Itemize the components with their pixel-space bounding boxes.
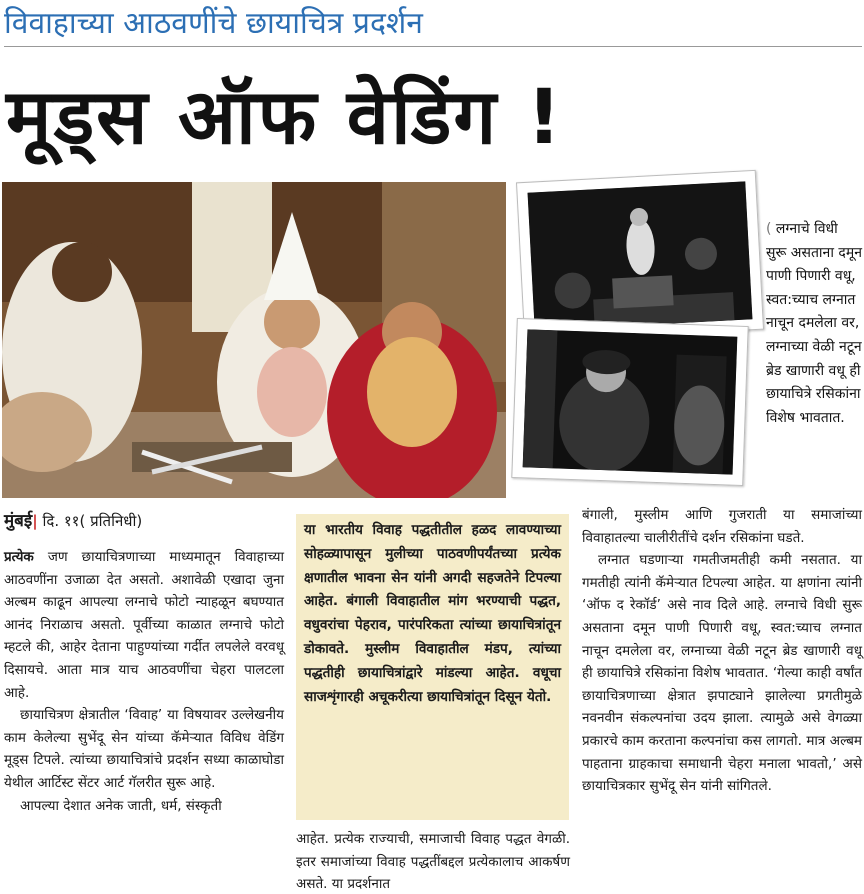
dateline-city: मुंबई (4, 511, 33, 531)
dancing-groom-photo (516, 170, 764, 342)
dateline: मुंबई| दि. ११( प्रतिनिधी) (4, 511, 143, 531)
paragraph: छायाचित्रण क्षेत्रातील ‘विवाह’ या विषयावर उल्लेखनीय काम केलेल्या सुभेंदू सेन यांच्या कॅमेऱ्यात विविध वेडिंग मूड्स टिपले. त्यांच्या छायाचित्रांचे प्रदर्शन सध्या काळाघोडा येथील आर्टिस्ट सेंटर आर्ट गॅलरीत सुरू आहे. (4, 707, 284, 791)
bride-eating-photo (511, 318, 748, 486)
lead-word: प्रत्येक (4, 549, 34, 565)
photo-caption: ( लग्नाचे विधी सुरू असताना दमून पाणी पिणारी वधू, स्वत:च्याच लग्नात नाचून दमलेला वर, लग्नाच्या वेळी नटून ब्रेड खाणारी वधू ही छायाचित्रे रसिकांना विशेष भावतात. (766, 221, 862, 426)
kicker: विवाहाच्या आठवणींचे छायाचित्र प्रदर्शन (4, 6, 423, 41)
paragraph: लग्नात घडणाऱ्या गमतीजमतीही कमी नसतात. या गमतीही त्यांनी कॅमेऱ्यात टिपल्या आहेत. या क्षणांना त्यांनी ‘ऑफ द रेकॉर्ड’ असे नाव दिले आहे. लग्नाचे विधी सुरू असताना दमून पाणी पिणारी वधू, स्वत:च्याच लग्नात नाचून दमलेला वर, लग्नाच्या वेळी नटून ब्रेड खाणारी वधू ही छायाचित्रे रसिकांना विशेष भावतात. ‘गेल्या काही वर्षांत छायाचित्रणाच्या क्षेत्रात झपाट्याने झालेल्या प्रगतीमुळे नवनवीन संकल्पनांचा उदय झाला. त्यामुळे असे वेगळ्या प्रकारचे काम करताना कल्पनांचा कस लागतो. मात्र अल्बम पाहताना ग्राहकाचा समाधानी चेहरा मनाला भावतो,’ असे छायाचित्रकार सुभेंदू सेन यांनी सांगितले. (582, 552, 862, 795)
column-3 (582, 504, 862, 798)
pull-quote-box: या भारतीय विवाह पद्धतीतील हळद लावण्याच्या सोहळ्यापासून मुलीच्या पाठवणीपर्यंतच्या प्रत्येक क्षणातील भावना सेन यांनी अगदी सहजतेने टिपल्या आहेत. बंगाली विवाहातील मांग भरण्याची पद्धत, वधुवरांचा पेहराव, पारंपरिकता त्यांच्या छायाचित्रांतून डोकावते. मुस्लीम विवाहातील मंडप, त्यांच्या पद्धतीही छायाचित्रांद्वारे मांडल्या आहेत. वधूचा साजशृंगारही अचूकरीत्या छायाचित्रांतून दिसून येतो. (296, 514, 569, 820)
column-1: प्रत्येक जण छायाचित्रणाच्या माध्यमातून विवाहाच्या आठवणींना उजाळा देत असतो. अशावेळी एखादा जुना अल्बम काढून आपल्या लग्नाचे फोटो न्याहळून बघण्यात आनंद निराळाच असतो. पूर्वीच्या काळात लग्नाचे फोटो म्हटले की, आहेर देताना पाहुण्यांच्या गर्दीत लपलेले वरवधू दिसायचे. आता मात्र याच आठवणींचा चेहरा पालटला आहे. छायाचित्रण क्षेत्रातील ‘विवाह’ या विषयावर उल्लेखनीय काम केलेल्या सुभेंदू सेन यांच्या कॅमेऱ्यात विविध वेडिंग मूड्स टिपले. त्यांच्या छायाचित्रांचे प्रदर्शन सध्या काळाघोडा येथील आर्टिस्ट सेंटर आर्ट गॅलरीत सुरू आहे. आपल्या देशात अनेक जाती, धर्म, संस्कृती (4, 546, 284, 817)
column-2-bottom: आहेत. प्रत्येक राज्याची, समाजाची विवाह पद्धत वेगळी. इतर समाजांच्या विवाह पद्धतींबद्दल प्रत्येकालाच आकर्षण असते. या प्रदर्शनात (296, 831, 570, 893)
paragraph: बंगाली, मुस्लीम आणि गुजराती या समाजांच्या विवाहातल्या चालीरीतींचे दर्शन रसिकांना घडते. (582, 507, 862, 546)
wedding-ceremony-photo (2, 182, 506, 498)
headline: मूड्स ऑफ वेडिंग ! (6, 72, 564, 161)
paragraph: आपल्या देशात अनेक जाती, धर्म, संस्कृती (20, 797, 222, 814)
divider (4, 46, 862, 47)
